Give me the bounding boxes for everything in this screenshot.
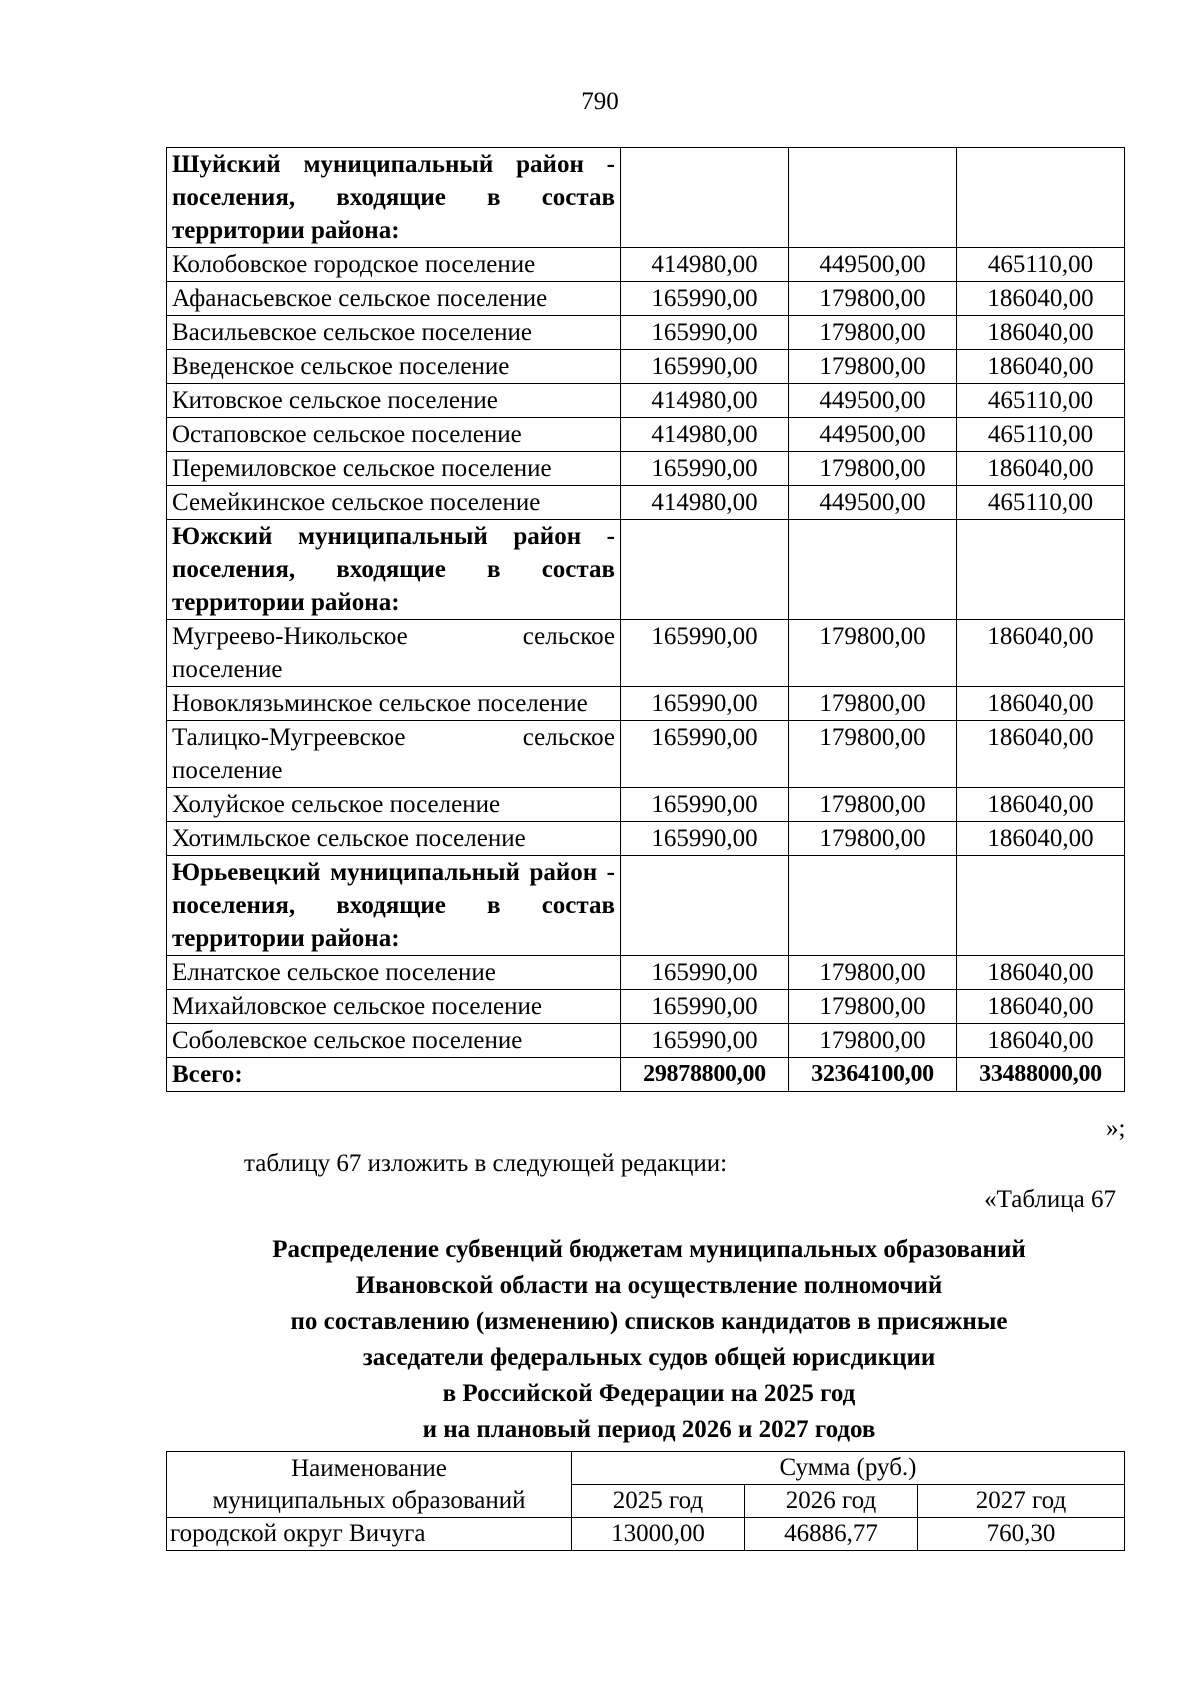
value-2027-cell: 465110,00 [957, 418, 1125, 452]
header-name-line1: Наименование [291, 1454, 447, 1482]
value-2026-cell: 179800,00 [789, 282, 957, 316]
instruction-text: таблицу 67 изложить в следующей редакции: [244, 1150, 728, 1177]
subsidy-table [166, 147, 1125, 1092]
value-2026-cell: 179800,00 [789, 350, 957, 384]
value-2027-cell: 186040,00 [957, 956, 1125, 990]
table-row [167, 282, 1125, 316]
table-row [167, 956, 1125, 990]
closing-quote: »; [1106, 1115, 1126, 1142]
value-2026-cell: 179800,00 [789, 316, 957, 350]
table-row [167, 248, 1125, 282]
value-2027-cell: 186040,00 [957, 687, 1125, 721]
group-row [167, 148, 1125, 248]
value-2026-cell: 179800,00 [789, 721, 957, 788]
value-2027-cell [957, 856, 1125, 956]
value-2025-cell: 165990,00 [621, 721, 789, 788]
value-2027-cell: 186040,00 [957, 721, 1125, 788]
row-name-cell: Всего: [167, 1058, 621, 1092]
value-2025-cell: 165990,00 [621, 990, 789, 1024]
value-2026-cell: 32364100,00 [789, 1058, 957, 1092]
value-2027-cell: 186040,00 [957, 990, 1125, 1024]
row-name-cell: Перемиловское сельское поселение [167, 452, 621, 486]
row-name-cell: Южский муниципальный район - поселения, входящие в состав территории района: [167, 520, 621, 620]
value-2025-cell: 414980,00 [621, 418, 789, 452]
value-2026-cell: 449500,00 [789, 384, 957, 418]
value-2026-cell: 179800,00 [789, 990, 957, 1024]
value-2027-cell: 760,30 [918, 1518, 1125, 1551]
table-label: «Таблица 67 [984, 1186, 1116, 1213]
heading-line: по составлению (изменению) списков кандидатов в присяжные [290, 1308, 1008, 1335]
row-name-cell: городской округ Вичуга [167, 1518, 572, 1551]
header-name-line2: муниципальных образований [212, 1486, 526, 1514]
value-2027-cell [957, 520, 1125, 620]
row-name-cell: Талицко-Мугреевское сельское поселение [167, 721, 621, 788]
table-row [167, 452, 1125, 486]
row-name-cell: Введенское сельское поселение [167, 350, 621, 384]
header-year-2026: 2026 год [745, 1485, 918, 1518]
value-2026-cell: 449500,00 [789, 248, 957, 282]
table-row [167, 350, 1125, 384]
table-row [167, 620, 1125, 687]
row-name-cell: Остаповское сельское поселение [167, 418, 621, 452]
value-2025-cell: 165990,00 [621, 316, 789, 350]
value-2027-cell: 186040,00 [957, 350, 1125, 384]
value-2026-cell: 449500,00 [789, 418, 957, 452]
row-name-cell: Холуйское сельское поселение [167, 788, 621, 822]
value-2026-cell: 46886,77 [745, 1518, 918, 1551]
value-2026-cell: 179800,00 [789, 788, 957, 822]
row-name-cell: Соболевское сельское поселение [167, 1024, 621, 1058]
value-2026-cell: 179800,00 [789, 956, 957, 990]
value-2027-cell: 186040,00 [957, 282, 1125, 316]
value-2025-cell: 29878800,00 [621, 1058, 789, 1092]
value-2025-cell: 165990,00 [621, 620, 789, 687]
table-row [167, 1518, 1125, 1551]
row-name-cell: Афанасьевское сельское поселение [167, 282, 621, 316]
table-row [167, 687, 1125, 721]
value-2025-cell: 165990,00 [621, 350, 789, 384]
value-2025-cell: 165990,00 [621, 1024, 789, 1058]
value-2025-cell: 414980,00 [621, 248, 789, 282]
total-row [167, 1058, 1125, 1092]
row-name-cell: Хотимльское сельское поселение [167, 822, 621, 856]
value-2027-cell: 465110,00 [957, 486, 1125, 520]
value-2025-cell: 165990,00 [621, 822, 789, 856]
value-2025-cell [621, 520, 789, 620]
heading-line: и на плановый период 2026 и 2027 годов [422, 1416, 876, 1443]
table-heading [166, 1232, 1132, 1448]
value-2026-cell [789, 856, 957, 956]
row-name-cell: Елнатское сельское поселение [167, 956, 621, 990]
header-year-2027: 2027 год [918, 1485, 1125, 1518]
row-name-cell: Колобовское городское поселение [167, 248, 621, 282]
row-name-cell: Шуйский муниципальный район - поселения, входящие в состав территории района: [167, 148, 621, 248]
table-row [167, 788, 1125, 822]
row-name-cell: Михайловское сельское поселение [167, 990, 621, 1024]
value-2025-cell: 414980,00 [621, 486, 789, 520]
value-2026-cell [789, 148, 957, 248]
table-row [167, 384, 1125, 418]
value-2027-cell: 33488000,00 [957, 1058, 1125, 1092]
value-2026-cell: 179800,00 [789, 452, 957, 486]
row-name-cell: Васильевское сельское поселение [167, 316, 621, 350]
group-row [167, 856, 1125, 956]
table-row [167, 316, 1125, 350]
table-row [167, 486, 1125, 520]
value-2027-cell: 186040,00 [957, 620, 1125, 687]
value-2027-cell: 465110,00 [957, 384, 1125, 418]
value-2026-cell: 179800,00 [789, 822, 957, 856]
value-2026-cell: 179800,00 [789, 687, 957, 721]
heading-line: в Российской Федерации на 2025 год [442, 1380, 856, 1407]
value-2027-cell: 186040,00 [957, 1024, 1125, 1058]
value-2027-cell: 465110,00 [957, 248, 1125, 282]
value-2027-cell: 186040,00 [957, 452, 1125, 486]
value-2027-cell: 186040,00 [957, 788, 1125, 822]
heading-line: заседатели федеральных судов общей юрисдикции [362, 1344, 936, 1371]
value-2025-cell: 165990,00 [621, 282, 789, 316]
table-row [167, 822, 1125, 856]
heading-line: Распределение субвенций бюджетам муниципальных образований [272, 1236, 1026, 1263]
row-name-cell: Юрьевецкий муниципальный район - поселения, входящие в состав территории района: [167, 856, 621, 956]
header-name-cell [167, 1452, 572, 1518]
heading-line: Ивановской области на осуществление полномочий [355, 1272, 943, 1299]
row-name-cell: Новоклязьминское сельское поселение [167, 687, 621, 721]
row-name-cell: Мугреево-Никольское сельское поселение [167, 620, 621, 687]
value-2026-cell: 179800,00 [789, 620, 957, 687]
group-row [167, 520, 1125, 620]
page-number: 790 [581, 88, 619, 115]
value-2025-cell: 165990,00 [621, 452, 789, 486]
value-2027-cell [957, 148, 1125, 248]
table-67 [166, 1451, 1125, 1551]
table-row [167, 418, 1125, 452]
value-2025-cell: 414980,00 [621, 384, 789, 418]
value-2025-cell: 13000,00 [572, 1518, 745, 1551]
value-2027-cell: 186040,00 [957, 316, 1125, 350]
value-2025-cell [621, 148, 789, 248]
value-2026-cell: 449500,00 [789, 486, 957, 520]
value-2025-cell [621, 856, 789, 956]
table-67-header-row [167, 1452, 1125, 1485]
value-2027-cell: 186040,00 [957, 822, 1125, 856]
table-row [167, 721, 1125, 788]
value-2026-cell [789, 520, 957, 620]
row-name-cell: Семейкинское сельское поселение [167, 486, 621, 520]
table-row [167, 1024, 1125, 1058]
table-row [167, 990, 1125, 1024]
header-year-2025: 2025 год [572, 1485, 745, 1518]
value-2025-cell: 165990,00 [621, 687, 789, 721]
header-sum-cell: Сумма (руб.) [572, 1452, 1125, 1485]
value-2026-cell: 179800,00 [789, 1024, 957, 1058]
value-2025-cell: 165990,00 [621, 956, 789, 990]
row-name-cell: Китовское сельское поселение [167, 384, 621, 418]
value-2025-cell: 165990,00 [621, 788, 789, 822]
